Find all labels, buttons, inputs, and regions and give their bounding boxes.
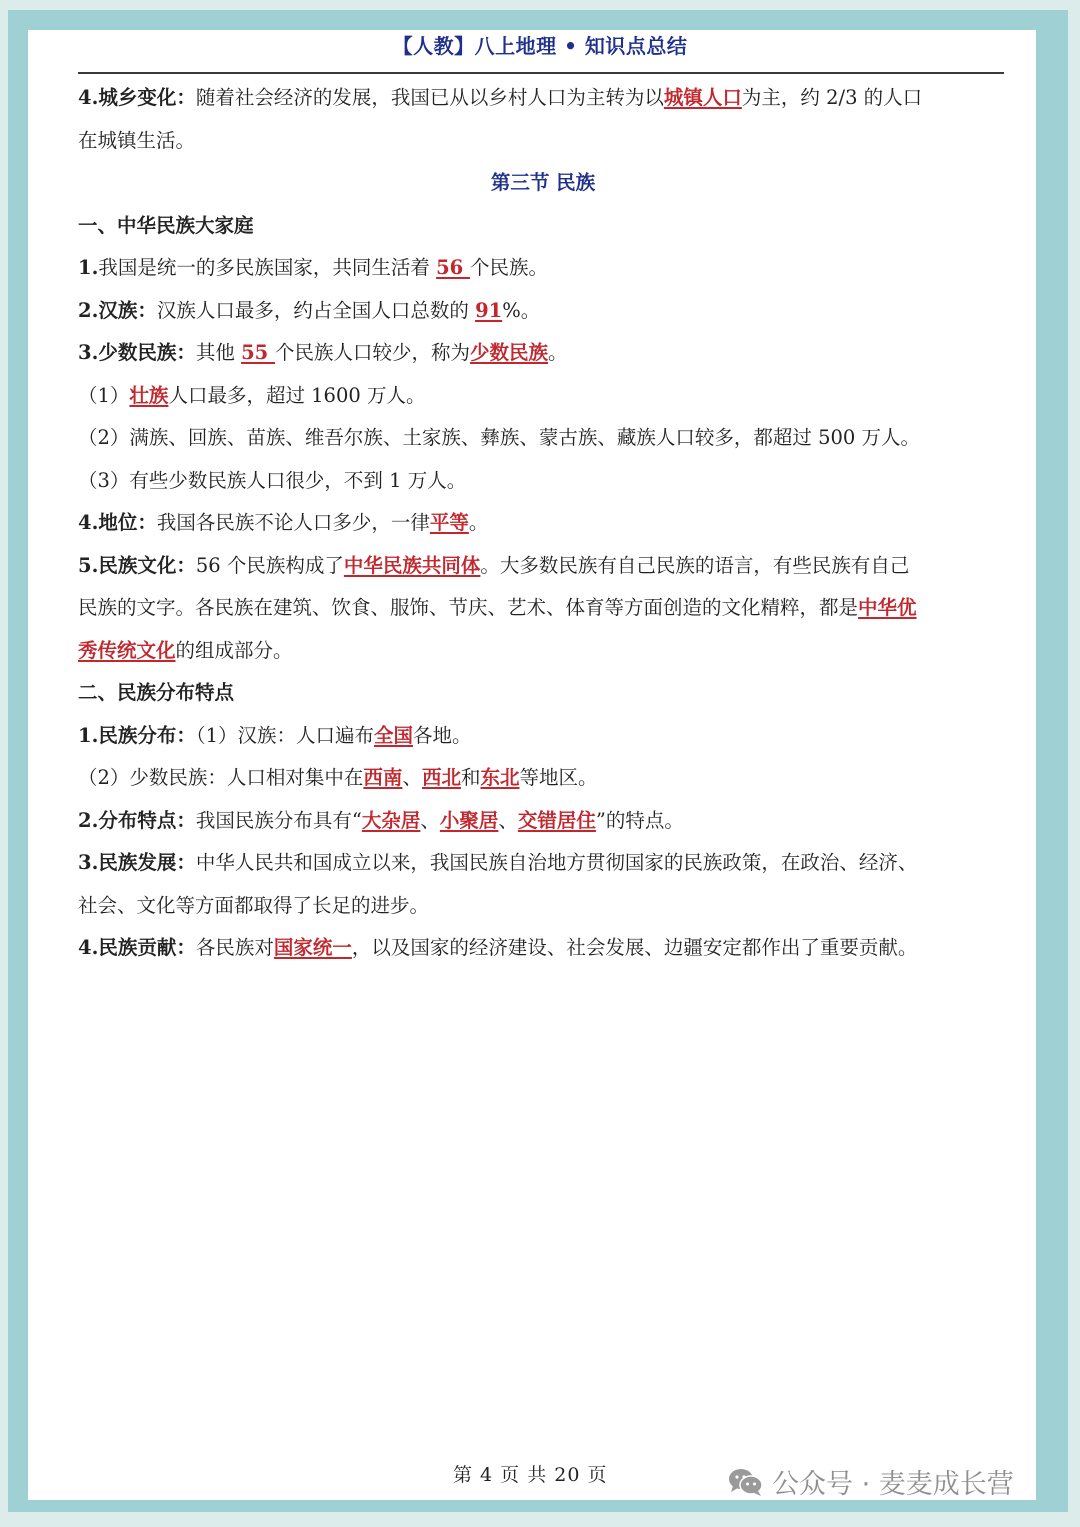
watermark [728,1462,1014,1501]
watermark-text: 公众号 · 麦麦成长营 [772,1469,1014,1500]
label: 3.少数民族： [78,341,196,364]
item-5-cont [78,587,1008,630]
text: 各民族对 [195,936,274,959]
text: 个民族。 [470,256,549,279]
part1-heading: 一、中华民族大家庭 [78,213,254,237]
label: 4.民族贡献： [78,936,196,959]
highlight-term: 中华民族共同体 [343,553,481,577]
highlight-term: 少数民族 [470,341,549,364]
text: 。大多数民族有自己民族的语言，有些民族有自己 [480,553,910,577]
highlight-term: 国家统一 [273,936,352,959]
text: （1） [78,383,130,407]
item-4 [78,502,1008,545]
label: 1. [78,256,99,279]
text: 和 [460,766,481,789]
label: 2.汉族： [78,298,157,322]
text: 我国是统一的多民族国家，共同生活着 [98,256,437,279]
dist-item-2 [78,800,1008,843]
label: 2.分布特点： [78,808,196,832]
text: 我国民族分布具有“ [195,808,362,832]
item-2 [78,290,1008,333]
paragraph-urban-rural [78,77,1008,120]
text: 。 [468,511,489,534]
label: 5.民族文化： [78,553,196,577]
page-number: 第 4 页 共 20 页 [453,1464,608,1486]
text: 等地区。 [519,766,598,789]
highlight-term: 西北 [421,766,461,789]
highlight-term: 西南 [363,766,403,789]
item-5 [78,545,1008,588]
highlight-term: 56 [436,256,470,279]
highlight-term: 城镇人口 [663,86,742,109]
text: （2）少数民族：人口相对集中在 [78,766,364,789]
label: 4.城乡变化： [78,86,196,109]
text: 人口最多，超过 1600 万人。 [168,383,426,407]
subitem-1 [78,375,1008,418]
text: ，以及国家的经济建设、社会发展、边疆安定都作出了重要贡献。 [351,936,918,959]
dist-item-4 [78,927,1008,970]
text: 随着社会经济的发展，我国已从以乡村人口为主转为以 [195,86,664,109]
text: 各地。 [413,723,472,747]
text: 民族的文字。各民族在建筑、饮食、服饰、节庆、艺术、体育等方面创造的文化精粹，都是 [78,596,859,619]
text: 中华人民共和国成立以来，我国民族自治地方贯彻国家的民族政策，在政治、经济、 [195,851,918,874]
text: 为主，约 2/3 的人口 [741,86,923,109]
header-divider [78,72,1004,74]
text: 个民族人口较少，称为 [275,341,471,364]
highlight-term: 秀传统文化 [78,638,176,662]
text: 其他 [195,341,242,364]
highlight-term: 55 [241,341,275,364]
highlight-term: 91 [475,298,503,322]
text: （1）汉族：人口遍布 [195,723,375,747]
highlight-term: 东北 [480,766,520,789]
highlight-term: 小聚居 [439,808,499,832]
text: 的组成部分。 [175,638,293,662]
part2-heading: 二、民族分布特点 [78,681,235,704]
label: 1.民族分布： [78,723,196,747]
subitem-2: （2）满族、回族、苗族、维吾尔族、土家族、彝族、蒙古族、藏族人口较多，都超过 500 万人。 [78,426,921,449]
highlight-term: 平等 [429,511,469,534]
document-content [78,77,1008,970]
document-header-title: 【人教】八上地理 • 知识点总结 [392,34,688,58]
highlight-term: 全国 [374,723,414,747]
subitem-3: （3）有些少数民族人口很少，不到 1 万人。 [78,468,467,492]
text: 。 [548,341,568,364]
dist-subitem-2 [78,757,1008,800]
text: 、 [420,808,440,832]
dist-item-1 [78,715,1008,758]
text: 、 [498,808,518,832]
item-5-cont2 [78,630,1008,673]
highlight-term: 交错居住 [517,808,596,832]
text: %。 [502,298,541,322]
dist-item-3 [78,842,1008,885]
text: 汉族人口最多，约占全国人口总数的 [156,298,476,322]
text: ”的特点。 [595,808,684,832]
text: 我国各民族不论人口多少，一律 [156,511,430,534]
highlight-term: 壮族 [129,383,169,407]
section-title: 第三节 民族 [490,171,596,194]
wechat-icon [728,1467,764,1497]
text: 、 [402,766,422,789]
label: 4.地位： [78,511,157,534]
highlight-term: 中华优 [858,596,917,619]
label: 3.民族发展： [78,851,196,874]
dist-item-3-cont: 社会、文化等方面都取得了长足的进步。 [78,893,430,917]
text: 56 个民族构成了 [195,553,344,577]
item-1 [78,247,1008,290]
item-3 [78,332,1008,375]
highlight-term: 大杂居 [361,808,421,832]
paragraph-urban-rural-cont: 在城镇生活。 [78,128,196,152]
